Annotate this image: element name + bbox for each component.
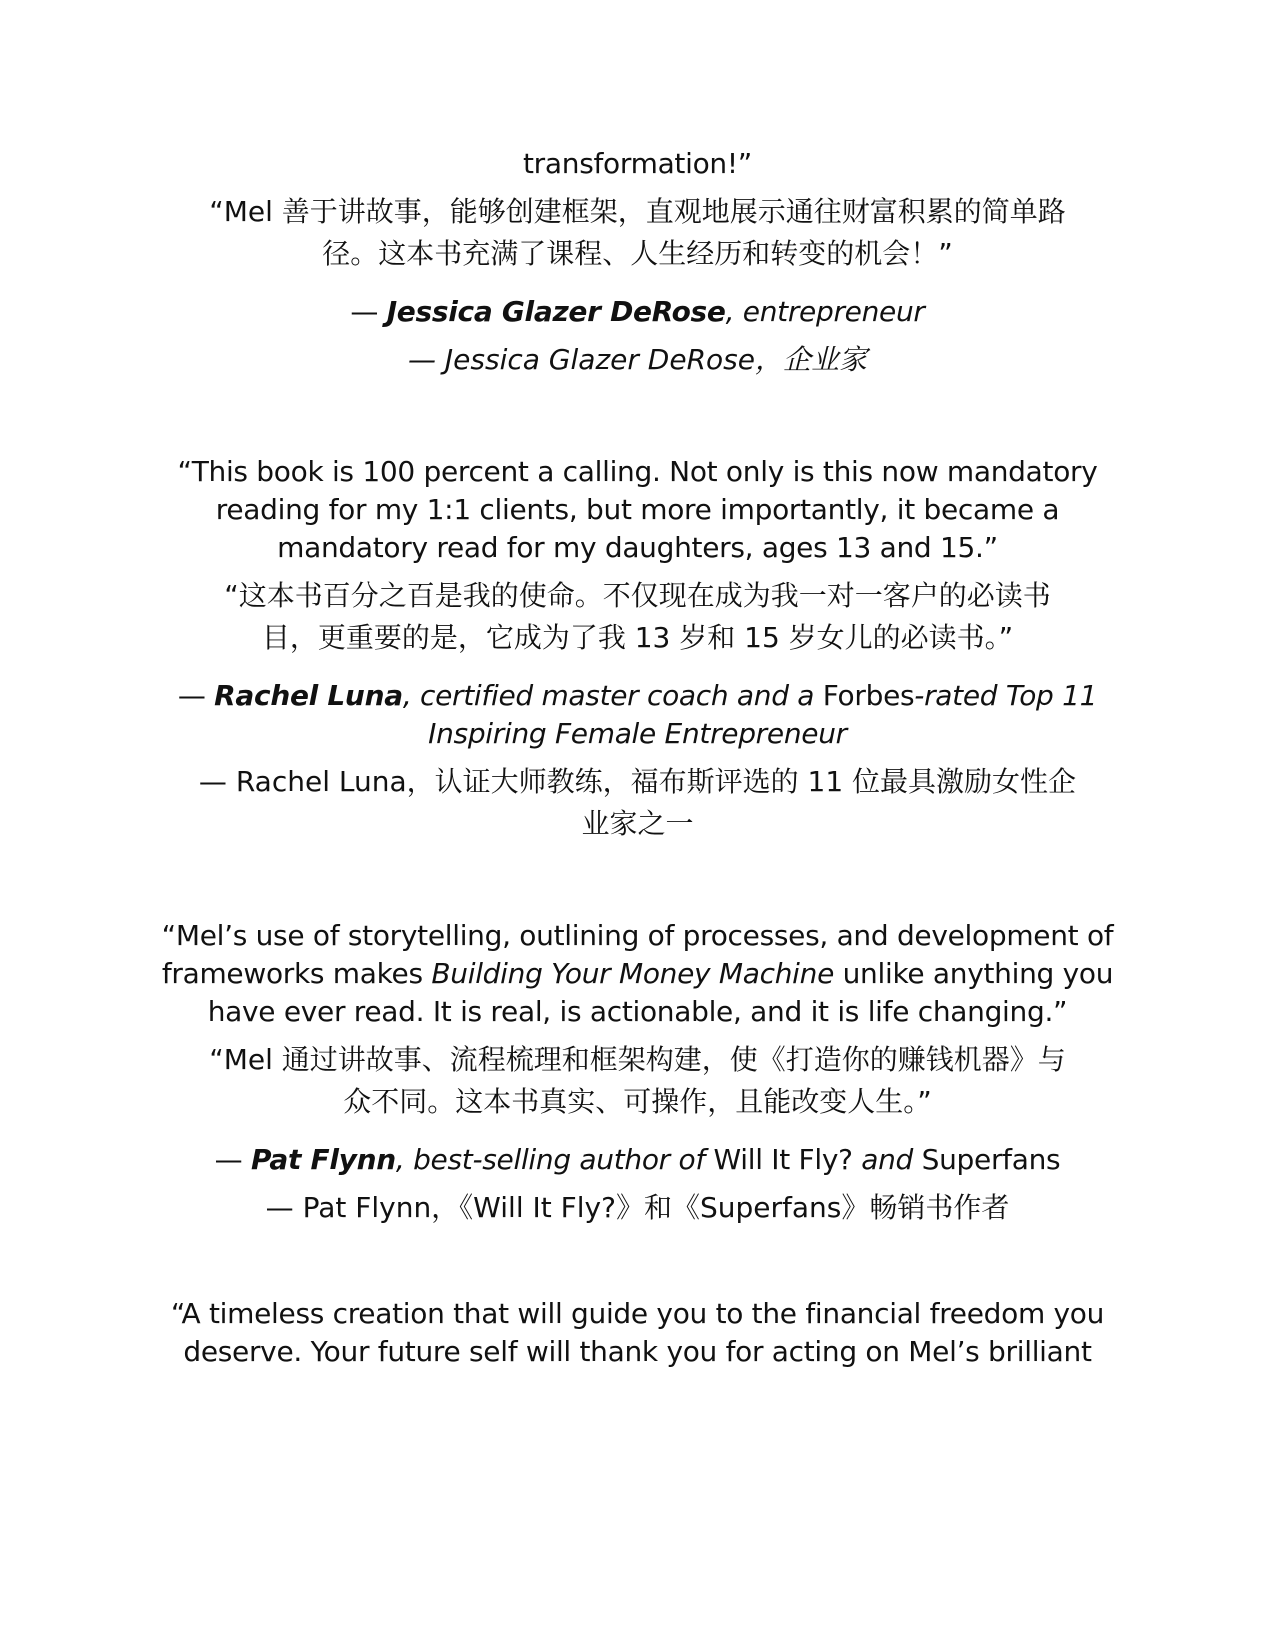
attribution-dash: —	[177, 679, 215, 712]
author-role: , best-selling author of	[395, 1143, 714, 1176]
quote-en-line: have ever read. It is real, is actionable, and it is life changing.”	[207, 995, 1068, 1028]
attribution-zh: — Jessica Glazer DeRose，企业家	[408, 343, 867, 376]
quote-zh-line: “Mel 通过讲故事、流程梳理和框架构建，使《打造你的赚钱机器》与	[209, 1043, 1066, 1076]
attribution-en	[150, 293, 1125, 331]
quote-en-line: reading for my 1:1 clients, but more importantly, it became a	[215, 493, 1060, 526]
attribution-zh: — Pat Flynn，《Will It Fly?》和《Superfans》畅销书作者	[265, 1191, 1010, 1224]
testimonial-pat	[150, 917, 1125, 1229]
quote-en-line: transformation!”	[523, 147, 752, 180]
author-name: Jessica Glazer DeRose	[386, 295, 726, 328]
attribution-dash: —	[350, 295, 387, 328]
testimonial-jessica	[150, 145, 1125, 381]
quote-en-line: deserve. Your future self will thank you for acting on Mel’s brilliant	[183, 1335, 1092, 1368]
testimonial-page	[150, 145, 1125, 1371]
author-name: Rachel Luna	[214, 679, 403, 712]
quote-zh-line: 径。这本书充满了课程、人生经历和转变的机会！”	[322, 237, 953, 270]
book-title: Superfans	[921, 1143, 1061, 1176]
book-title: Will It Fly?	[713, 1143, 853, 1176]
author-role: -rated Top 11	[914, 679, 1098, 712]
testimonial-rachel	[150, 453, 1125, 845]
attribution-en-line: Inspiring Female Entrepreneur	[428, 717, 847, 750]
quote-zh-line: “Mel 善于讲故事，能够创建框架，直观地展示通往财富积累的简单路	[209, 195, 1066, 228]
quote-zh-line: “这本书百分之百是我的使命。不仅现在成为我一对一客户的必读书	[224, 579, 1051, 612]
author-role: , certified master coach and a	[402, 679, 823, 712]
quote-zh-line: 众不同。这本书真实、可操作，且能改变人生。”	[343, 1085, 932, 1118]
testimonial-timeless	[150, 1295, 1125, 1371]
attribution-zh: 业家之一	[581, 807, 694, 840]
attribution-dash: —	[214, 1143, 251, 1176]
quote-en-line: “This book is 100 percent a calling. Not only is this now mandatory	[177, 455, 1098, 488]
publication-title: Forbes	[822, 679, 915, 712]
author-name: Pat Flynn	[250, 1143, 396, 1176]
attribution-en: — Pat Flynn, best-selling author of Will It Fly? and Superfans	[214, 1143, 1061, 1176]
quote-en-line: “A timeless creation that will guide you to the financial freedom you	[170, 1297, 1105, 1330]
attribution-zh: — Rachel Luna，认证大师教练，福布斯评选的 11 位最具激励女性企	[198, 765, 1077, 798]
book-title: Building Your Money Machine	[431, 957, 835, 990]
quote-en-line: “Mel’s use of storytelling, outlining of processes, and development of	[161, 919, 1114, 952]
author-role: , entrepreneur	[725, 295, 925, 328]
attribution-en	[150, 677, 1125, 715]
quote-zh-line: 目，更重要的是，它成为了我 13 岁和 15 岁女儿的必读书。”	[261, 621, 1014, 654]
quote-en-line: frameworks makes Building Your Money Machine unlike anything you	[161, 957, 1114, 990]
quote-en-line: mandatory read for my daughters, ages 13 and 15.”	[277, 531, 998, 564]
